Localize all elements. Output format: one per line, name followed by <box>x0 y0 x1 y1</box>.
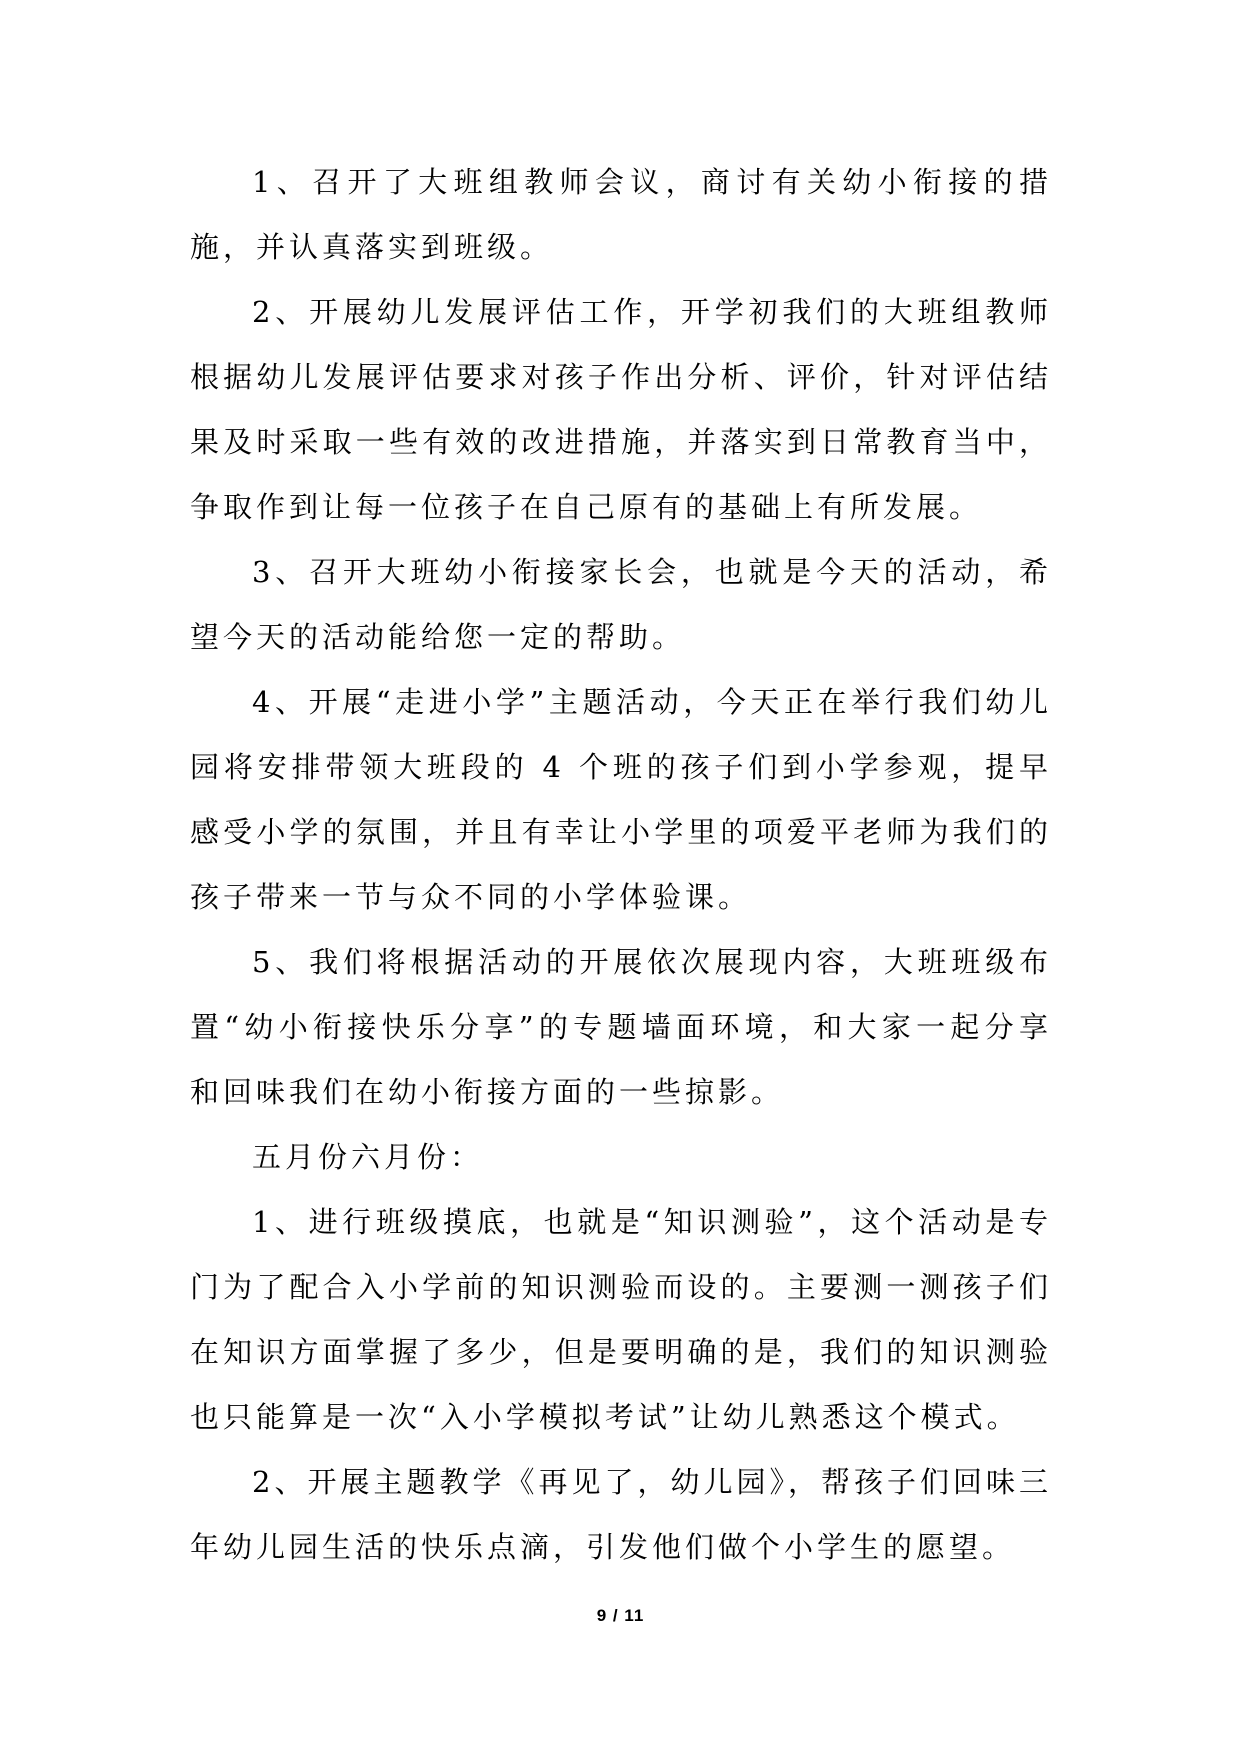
page-number: 9 / 11 <box>596 1606 645 1625</box>
paragraph-item-4: 4、开展“走进小学”主题活动，今天正在举行我们幼儿园将安排带领大班段的 4 个班的孩子们到小学参观，提早感受小学的氛围，并且有幸让小学里的项爱平老师为我们的孩子带来一节与众不同的小学体验课。 <box>190 685 1052 914</box>
paragraph-item-3: 3、召开大班幼小衔接家长会，也就是今天的活动，希望今天的活动能给您一定的帮助。 <box>190 555 1052 654</box>
paragraph-may-june-1: 1、进行班级摸底，也就是“知识测验”，这个活动是专门为了配合入小学前的知识测验而设的。主要测一测孩子们在知识方面掌握了多少，但是要明确的是，我们的知识测验也只能算是一次“入小学模拟考试”让幼儿熟悉这个模式。 <box>190 1205 1052 1434</box>
paragraph-item-1: 1、召开了大班组教师会议，商讨有关幼小衔接的措施，并认真落实到班级。 <box>190 165 1052 264</box>
paragraph-item-2: 2、开展幼儿发展评估工作，开学初我们的大班组教师根据幼儿发展评估要求对孩子作出分析、评价，针对评估结果及时采取一些有效的改进措施，并落实到日常教育当中，争取作到让每一位孩子在自己原有的基础上有所发展。 <box>190 295 1052 524</box>
paragraph-may-june-2: 2、开展主题教学《再见了，幼儿园》，帮孩子们回味三年幼儿园生活的快乐点滴，引发他们做个小学生的愿望。 <box>190 1465 1052 1564</box>
section-heading-may-june: 五月份六月份： <box>252 1140 484 1174</box>
paragraph-item-5: 5、我们将根据活动的开展依次展现内容，大班班级布置“幼小衔接快乐分享”的专题墙面环境，和大家一起分享和回味我们在幼小衔接方面的一些掠影。 <box>190 945 1052 1109</box>
document-body <box>190 150 1052 1580</box>
